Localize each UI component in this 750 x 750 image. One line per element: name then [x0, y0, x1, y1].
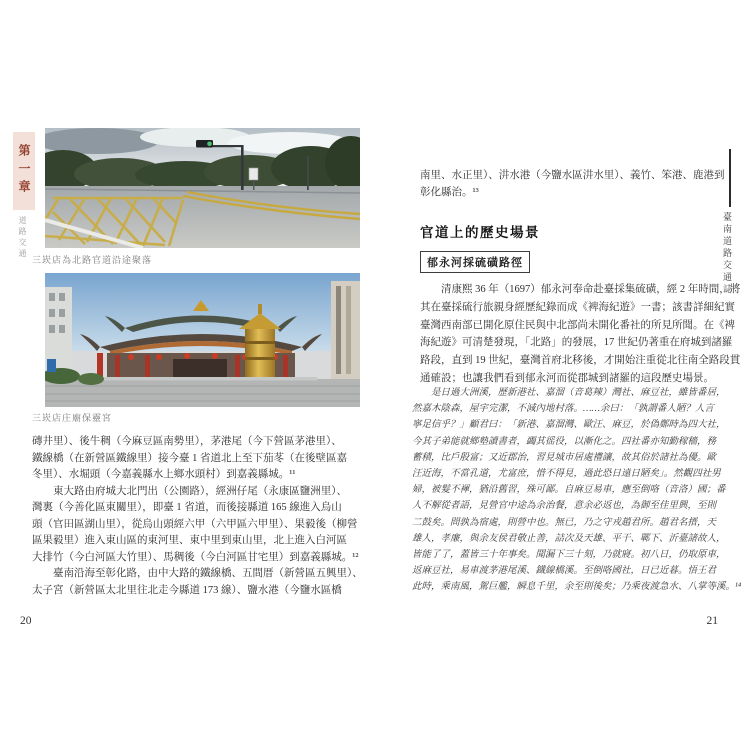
text-line: 鐵線橋（在新營區鐵線里）接今臺 1 省道北上至下茄苳（在後壁區嘉 [32, 452, 347, 464]
photo-temple [45, 273, 360, 407]
section-heading: 官道上的歷史場景 [420, 225, 540, 240]
classical-quote-text [412, 385, 742, 596]
text-line: 彰化縣治。¹³ [420, 187, 479, 198]
text-line: 返麻豆社，易車渡茅港尾溪、鐵線橋溪。至倒咯國社，日已近暮。悟王君 [412, 566, 717, 577]
text-line: 區果毅里）進入東山區的東河里、東中里到東山里，北上進入白河區 [32, 535, 347, 546]
text-line: 此時，乘南風，駕巨艦，瞬息千里，余至則後矣；乃乘夜渡急水、八掌等溪。¹⁴ [412, 582, 742, 593]
text-line: 寧足信乎？」顧君曰：「新港、嘉溜灣、歐汪、麻豆，於偽鄭時為四大社， [412, 420, 726, 431]
text-line: 頭（官田區湖山里），從烏山頭經六甲（六甲區六甲里）、果毅後（柳營 [32, 518, 358, 530]
right-page-paragraph [420, 281, 741, 388]
text-line: 臺南沿海至彰化路，由中大路的鐵線橋、五間厝（新營區五興里）、 [32, 568, 363, 579]
text-line: 通確設；也讓我們看到郁永河而從郡城到諸羅的這段歷史場景。 [420, 372, 714, 384]
text-line: 今其子弟能就鄉塾讀書者，蠲其徭役，以漸化之。四社番亦知勤稼穡，務 [412, 436, 717, 447]
text-line: 海紀遊》可清楚發現，「北路」的發展，17 世紀仍著重在府城到諸羅 [420, 337, 733, 349]
chapter-tab [13, 132, 35, 210]
text-line: 東大路由府城大北門出（公園路），經洲仔尾（永康區鹽洲里）、 [32, 485, 347, 497]
text-line: 清康熙 36 年（1697）郁永河奉命赴臺採集硫磺，經 2 年時間，將 [420, 284, 741, 295]
text-line: 人不解從者語，見營官中途為余治餐，意余必返也，為御至佳里興，至則 [412, 501, 717, 512]
text-line: 太子宮（新營區太北里往北走今縣道 173 線）、鹽水港（今鹽水區橋 [32, 584, 342, 596]
left-page-body-text [32, 434, 364, 599]
chapter-number-label: 第一章 [17, 144, 31, 198]
edge-rule [729, 149, 731, 207]
text-line: 灣裏（今善化區東關里），即臺 1 省道，而後接縣道 165 線進入烏山 [32, 502, 342, 513]
text-line: 汪近海，不當孔道，尤富庶，惜不得見，過此恐日遠日陋矣」。然觀四社男 [412, 469, 721, 480]
road-photo-illustration [45, 128, 360, 248]
photo2-caption: 三崁店庄廟保靈宮 [32, 413, 113, 423]
text-line: 雄人，孝廉，與余友侯君敬止善，詰次及天雄、平干、鄲下、沂臺諸故人， [412, 533, 726, 544]
text-line: 臺灣西南部已開化原住民與中北部尚未開化番社的所見所聞。在《裨 [420, 319, 735, 331]
text-line: 冬里）、水堀頭（今嘉義縣水上鄉水頭村）到嘉義縣城。¹¹ [32, 469, 296, 480]
chapter-subtitle: 道路交通 [18, 216, 27, 260]
text-line: 婦，被髮不褌，猶沿舊習，殊可鄙。自麻豆易車，應至倒咯（音洛）國；番 [412, 485, 726, 496]
photo1-caption: 三崁店為北路官道沿途聚落 [32, 255, 153, 265]
text-line: 路段，直到 19 世紀，臺灣首府北移後，才開始注重從北往南全路段貫 [420, 355, 741, 367]
text-line: 二鼓矣。問孰為宿處，則營中也。無已，乃之守戎趙君所。趙君名搢，天 [412, 517, 717, 528]
page-number-left: 20 [20, 615, 32, 627]
right-page-intro-text [420, 167, 725, 201]
text-line: 然嘉木陰森，屋宇完潔，不減內地村落。……余曰：「孰謂番人陋？人言 [412, 404, 714, 415]
text-line: 南里、水正里）、汫水港（今鹽水區汫水里）、義竹、笨港、鹿港到 [420, 170, 725, 181]
text-line: 蓄積，比戶殷富；又近郡治，習見城市居處禮讓，故其俗於諸社為優。歐 [412, 452, 717, 463]
book-title-vertical: 臺南道路交通誌 [722, 212, 732, 296]
text-line: 大排竹（今白河區大竹里）、馬稠後（今白河區甘宅里）到嘉義縣城。¹² [32, 551, 359, 563]
page-number-right: 21 [706, 615, 718, 627]
boxed-subheading: 郁永河採硫磺路徑 [420, 251, 530, 273]
temple-photo-illustration [45, 273, 360, 407]
text-line: 其在臺採硫行旅親身經歷紀錄而成《裨海紀遊》一書；該書詳細紀實 [420, 301, 735, 313]
text-line: 磚井里）、後牛稠（今麻豆區南勢里），茅港尾（今下營區茅港里）、 [32, 436, 342, 447]
text-line: 皆能了了，蓋皆三十年事矣。聞漏下三十刻，乃就寢。初八日，仍取原車， [412, 550, 726, 561]
text-line: 是日過大洲溪，歷新港社、嘉溜（音葛辣）灣社、麻豆社，雖皆番居， [412, 388, 726, 398]
photo-road-intersection [45, 128, 360, 248]
